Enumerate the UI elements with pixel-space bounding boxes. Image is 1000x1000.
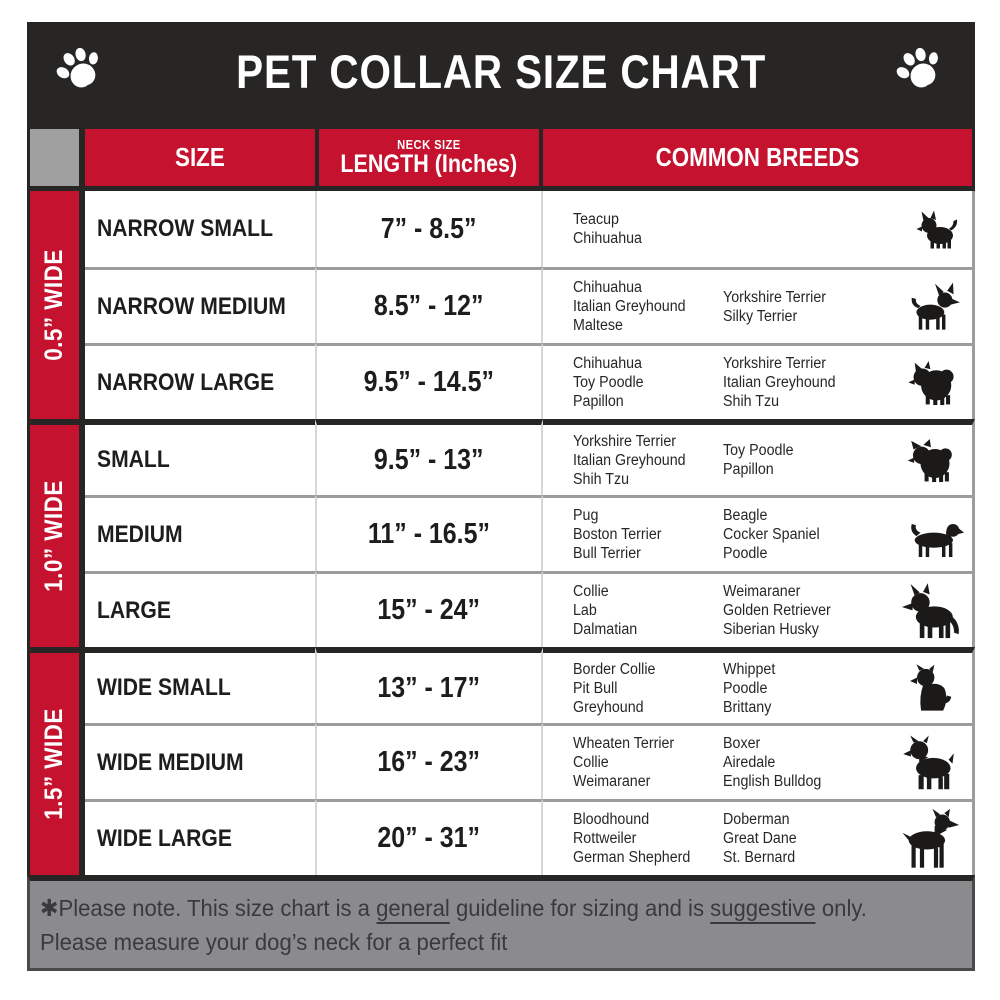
page-title: PET COLLAR SIZE CHART [235, 45, 767, 98]
neck-length-cell: 7” - 8.5” [315, 191, 543, 267]
breed-name: Papillon [573, 393, 624, 410]
breeds-cell [543, 191, 975, 267]
breed-name: Greyhound [573, 698, 644, 716]
breed-name: Pug [573, 507, 599, 524]
paw-icon [893, 44, 949, 100]
chihuahua-icon [906, 279, 964, 335]
width-group-label: 0.5” WIDE [27, 191, 85, 419]
breed-name: Collie [573, 754, 609, 771]
shih-tzu-icon [906, 432, 964, 488]
breeds-cell [543, 495, 975, 571]
footer-segment: only. [815, 895, 867, 921]
footer-note [27, 875, 975, 971]
length-header: LENGTH (Inches) [340, 150, 518, 179]
breed-name: Rottweiler [573, 830, 637, 847]
boxer-icon [900, 730, 964, 796]
breed-name: German Shepherd [573, 849, 691, 866]
breed-name: Dalmatian [573, 621, 638, 638]
size-cell: LARGE [85, 571, 315, 647]
footer-segment: suggestive [710, 895, 816, 924]
breed-name: Yorkshire Terrier [573, 432, 677, 450]
breed-name: Maltese [573, 317, 623, 334]
breed-name: Bloodhound [573, 811, 650, 828]
size-cell: NARROW MEDIUM [85, 267, 315, 343]
breed-name: Golden Retriever [723, 602, 831, 619]
doberman-icon [894, 802, 964, 876]
pomeranian-icon [906, 355, 964, 411]
size-chart-table [27, 121, 975, 971]
breeds-cell [543, 343, 975, 419]
neck-size-subheader: NECK SIZE [397, 136, 461, 152]
breed-name: Yorkshire Terrier [723, 288, 827, 306]
breed-name: Cocker Spaniel [723, 526, 820, 543]
breed-name: Chihuahua [573, 279, 642, 296]
breed-name: Poodle [723, 679, 768, 697]
breed-name: Shih Tzu [573, 470, 630, 488]
neck-length-cell: 16” - 23” [315, 723, 543, 799]
breed-name: Toy Poodle [723, 442, 794, 459]
title-bar [27, 22, 975, 121]
breed-name: Italian Greyhound [573, 451, 686, 469]
neck-length-cell: 15” - 24” [315, 571, 543, 647]
neck-length-cell: 9.5” - 13” [315, 419, 543, 495]
breed-name: Chihuahua [573, 230, 642, 247]
breed-name: Boxer [723, 735, 761, 752]
german-shepherd-icon [898, 580, 964, 642]
breed-name: Beagle [723, 507, 768, 524]
neck-length-cell: 9.5” - 14.5” [315, 343, 543, 419]
breeds-cell [543, 723, 975, 799]
size-cell: NARROW SMALL [85, 191, 315, 267]
footer-line-2: Please measure your dog’s neck for a perfect fit [40, 929, 508, 955]
yorkie-icon [914, 205, 964, 253]
dachshund-icon [906, 507, 964, 563]
size-cell: SMALL [85, 419, 315, 495]
breeds-cell [543, 267, 975, 343]
breed-name: Wheaten Terrier [573, 735, 675, 752]
size-cell: MEDIUM [85, 495, 315, 571]
pit-bull-icon [906, 660, 964, 716]
breed-name: Teacup [573, 211, 619, 228]
breed-name: Great Dane [723, 830, 797, 847]
width-group-label: 1.0” WIDE [27, 419, 85, 647]
breed-name: English Bulldog [723, 773, 822, 790]
breed-name: Brittany [723, 698, 772, 716]
size-cell: WIDE SMALL [85, 647, 315, 723]
breed-name: Boston Terrier [573, 526, 662, 543]
breeds-cell [543, 571, 975, 647]
breed-name: Shih Tzu [723, 393, 780, 410]
breed-name: Yorkshire Terrier [723, 355, 827, 372]
breed-name: Whippet [723, 660, 776, 678]
size-cell: WIDE LARGE [85, 799, 315, 875]
breed-name: Silky Terrier [723, 307, 798, 325]
column-header-size: SIZE [85, 129, 315, 191]
breed-name: Italian Greyhound [723, 374, 836, 391]
breed-name: Doberman [723, 811, 790, 828]
breeds-cell [543, 419, 975, 495]
width-group-label: 1.5” WIDE [27, 647, 85, 875]
neck-length-cell: 11” - 16.5” [315, 495, 543, 571]
breed-name: Border Collie [573, 660, 656, 678]
paw-icon [53, 44, 109, 100]
breed-name: Airedale [723, 754, 776, 771]
corner-cell [27, 129, 85, 191]
size-cell: NARROW LARGE [85, 343, 315, 419]
breed-name: Italian Greyhound [573, 298, 686, 315]
breed-name: Bull Terrier [573, 545, 641, 562]
breed-name: Collie [573, 583, 609, 600]
breed-name: Pit Bull [573, 679, 618, 697]
breeds-cell [543, 647, 975, 723]
footer-segment: general [376, 895, 450, 924]
breed-name: Poodle [723, 545, 768, 562]
footer-line-1 [40, 891, 903, 925]
breed-name: Chihuahua [573, 355, 642, 372]
size-cell: WIDE MEDIUM [85, 723, 315, 799]
breed-name: Siberian Husky [723, 621, 819, 638]
breed-name: Toy Poodle [573, 374, 644, 391]
breed-name: St. Bernard [723, 849, 796, 866]
neck-length-cell: 20” - 31” [315, 799, 543, 875]
neck-length-cell: 13” - 17” [315, 647, 543, 723]
breed-name: Weimaraner [573, 773, 651, 790]
neck-length-cell: 8.5” - 12” [315, 267, 543, 343]
footer-segment: ✱Please note. This size chart is a [40, 895, 377, 921]
breed-name: Weimaraner [723, 583, 801, 600]
column-header-neck-length [315, 129, 543, 191]
breed-name: Lab [573, 602, 597, 619]
breeds-cell [543, 799, 975, 875]
column-header-common-breeds: COMMON BREEDS [543, 129, 975, 191]
breed-name: Papillon [723, 461, 774, 478]
footer-segment: guideline for sizing and is [449, 895, 711, 921]
